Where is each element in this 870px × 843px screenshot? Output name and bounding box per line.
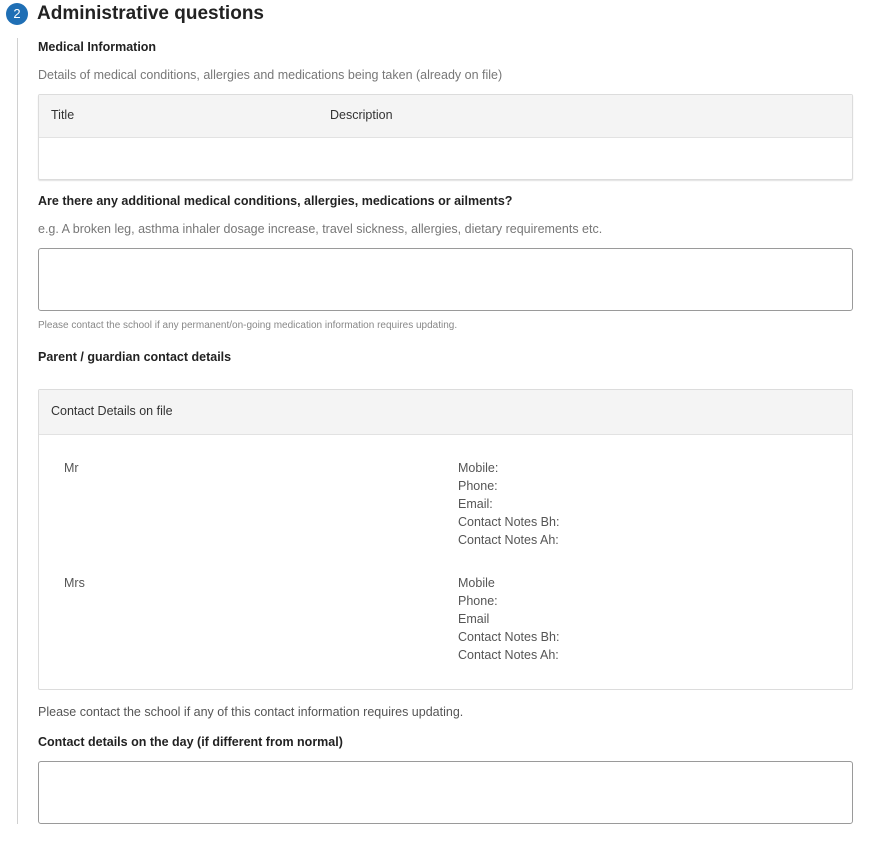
contact-field-email: Email: [458,497,493,511]
medical-info-table [38,94,853,180]
contact-fields [458,574,559,664]
contact-field-notes-bh: Contact Notes Bh: [458,630,560,644]
contact-title: Mrs [64,576,85,590]
contact-field-mobile: Mobile [458,576,495,590]
parent-contact-label: Parent / guardian contact details [38,350,232,364]
contact-field-phone: Phone: [458,594,498,608]
contact-details-card [38,389,853,690]
medication-update-note: Please contact the school if any permanent/on-going medication information requires updating. [38,320,458,331]
medical-info-label: Medical Information [38,40,157,54]
additional-conditions-label: Are there any additional medical conditions, allergies, medications or ailments? [38,194,513,208]
contact-card-header [39,390,852,435]
additional-conditions-input[interactable] [38,248,853,311]
contact-field-mobile: Mobile: [458,461,499,475]
contact-field-phone: Phone: [458,479,498,493]
contact-update-note: Please contact the school if any of this contact information requires updating. [38,705,464,719]
column-header-title[interactable]: Title [51,108,75,122]
section-rail [17,38,18,824]
contact-field-notes-bh: Contact Notes Bh: [458,515,560,529]
contact-card-title: Contact Details on file [51,404,173,418]
medical-info-help: Details of medical conditions, allergies and medications being taken (already on file) [38,68,503,82]
contact-title: Mr [64,461,79,475]
medical-table-header [39,95,852,138]
day-contact-label: Contact details on the day (if different from normal) [38,735,343,749]
contact-fields [458,459,559,549]
contact-field-email: Email [458,612,490,626]
additional-conditions-help: e.g. A broken leg, asthma inhaler dosage increase, travel sickness, allergies, dietary requirements etc. [38,222,603,236]
day-contact-input[interactable] [38,761,853,824]
column-header-description[interactable]: Description [330,108,393,122]
section-title: Administrative questions [37,3,264,24]
contact-field-notes-ah: Contact Notes Ah: [458,648,559,662]
contact-field-notes-ah: Contact Notes Ah: [458,533,559,547]
step-number-badge: 2 [6,3,28,25]
